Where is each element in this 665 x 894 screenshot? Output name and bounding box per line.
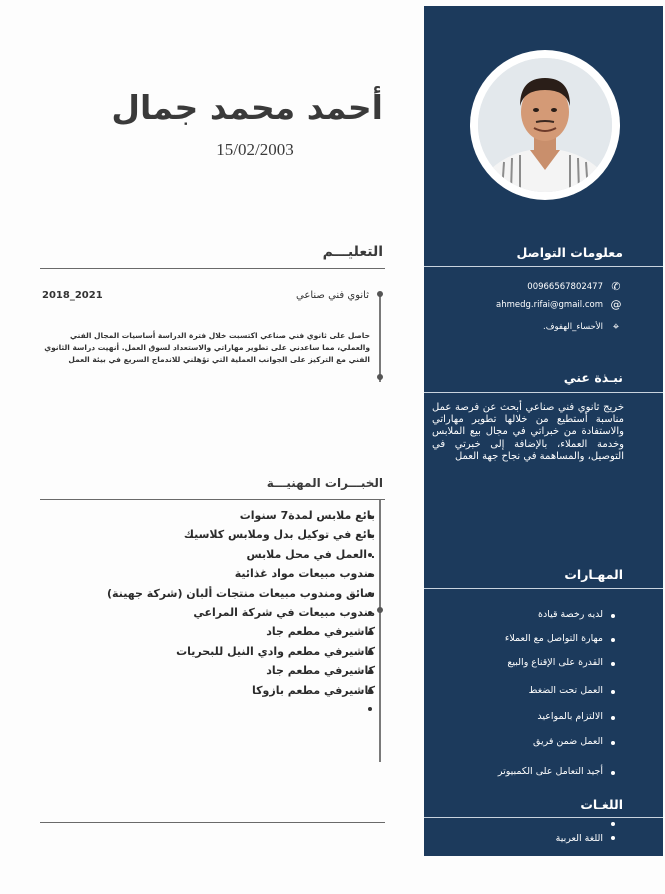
- skill-bullet: [611, 638, 615, 642]
- skill-item: العمل تحت الضغط: [528, 685, 603, 696]
- person-portrait: [478, 58, 612, 192]
- language-bullet: [611, 836, 615, 840]
- experience-item: بائع في توكيل بدل وملابس كلاسيك: [183, 528, 375, 542]
- birth-date: 15/02/2003: [216, 140, 294, 159]
- experience-item: سائق ومندوب مبيعات منتجات ألبان (شركة جهينة): [107, 586, 375, 600]
- experience-item: كاشيرفي مطعم بازوكا: [252, 683, 375, 697]
- skills-section-title: المهـارات: [564, 567, 623, 582]
- education-section-title: التعليـــم: [322, 244, 383, 260]
- skill-item: القدرة على الإقناع والبيع: [507, 657, 603, 668]
- experience-item: كاشيرفي مطعم وادي النيل للبحريات: [176, 644, 375, 658]
- experience-item: كاشيرفي مطعم جاد: [266, 625, 375, 639]
- contact-email[interactable]: ahmedg.rifai@gmail.com: [496, 300, 603, 310]
- location-icon: ⌖: [612, 320, 620, 333]
- education-years: 2018_2021: [42, 290, 103, 301]
- contact-divider: [424, 266, 663, 267]
- skill-item: مهارة التواصل مع العملاء: [504, 633, 603, 644]
- about-text: خريج ثانوي فني صناعي أبحث عن فرصة عمل مناسبة أستطيع من خلالها تطوير مهاراتي والاستفادة من خبراتي في مجال بيع الملابس وخدمة العملاء، بالإضافة إلى خبرتي في التوصيل، والمساهمة في نجاح جهة العمل: [432, 402, 624, 462]
- experience-item: مندوب مبيعات مواد غذائية: [234, 567, 375, 581]
- languages-divider: [424, 817, 663, 818]
- experience-timeline: [379, 500, 381, 762]
- skill-item: العمل ضمن فريق: [533, 736, 603, 747]
- experience-list: [107, 506, 375, 700]
- skill-bullet: [611, 614, 615, 618]
- skill-bullet: [611, 716, 615, 720]
- experience-item: مندوب مبيعات في شركة المراعي: [193, 605, 375, 619]
- languages-section-title: اللغـات: [580, 797, 623, 812]
- contact-section-title: معلومات التواصل: [516, 245, 623, 260]
- skill-item: الالتزام بالمواعيد: [537, 711, 603, 722]
- footer-divider: [40, 822, 385, 823]
- skill-item: لديه رخصة قيادة: [538, 609, 603, 620]
- contact-location: الأحساء_الهفوف.: [543, 322, 603, 332]
- experience-bullet: [368, 707, 372, 711]
- about-divider: [424, 392, 663, 393]
- experience-item: كاشيرفي مطعم جاد: [266, 664, 375, 678]
- education-description: حاصل على ثانوي فني صناعي اكتسبت خلال فترة الدراسة أساسيات المجال الفني والعملي، مما ساعدني على تطوير مهاراتي والاستعداد لسوق العمل. أنهيت دراسة الثانوي الفني مع التركيز على الجوانب العملية التي تؤهلني للاندماج السريع في بيئة العمل: [44, 331, 370, 364]
- full-name: أحمد محمد جمال: [111, 88, 383, 127]
- timeline-dot: [377, 607, 383, 613]
- timeline-dot: [377, 374, 383, 380]
- language-item: اللغة العربية: [555, 833, 603, 844]
- experience-item: . العمل في محل ملابس: [246, 547, 375, 561]
- education-divider: [40, 268, 385, 269]
- language-bullet: [611, 822, 615, 826]
- phone-icon: ✆: [611, 280, 621, 293]
- skill-bullet: [611, 741, 615, 745]
- experience-divider: [40, 499, 385, 500]
- skill-bullet: [611, 662, 615, 666]
- education-timeline: [379, 292, 381, 382]
- timeline-dot: [377, 291, 383, 297]
- education-degree: ثانوي فني صناعي: [296, 290, 369, 301]
- experience-section-title: الخبـــرات المهنيـــة: [266, 476, 383, 490]
- skill-bullet: [611, 771, 615, 775]
- skill-bullet: [611, 690, 615, 694]
- contact-phone[interactable]: 00966567802477: [527, 282, 603, 292]
- about-section-title: نبـذة عني: [563, 370, 623, 385]
- email-icon: @: [610, 298, 622, 311]
- experience-item: بائع ملابس لمدة7 سنوات: [239, 509, 375, 522]
- skill-item: أجيد التعامل على الكمبيوتر: [497, 766, 603, 777]
- profile-photo: [478, 58, 612, 192]
- skills-divider: [424, 588, 663, 589]
